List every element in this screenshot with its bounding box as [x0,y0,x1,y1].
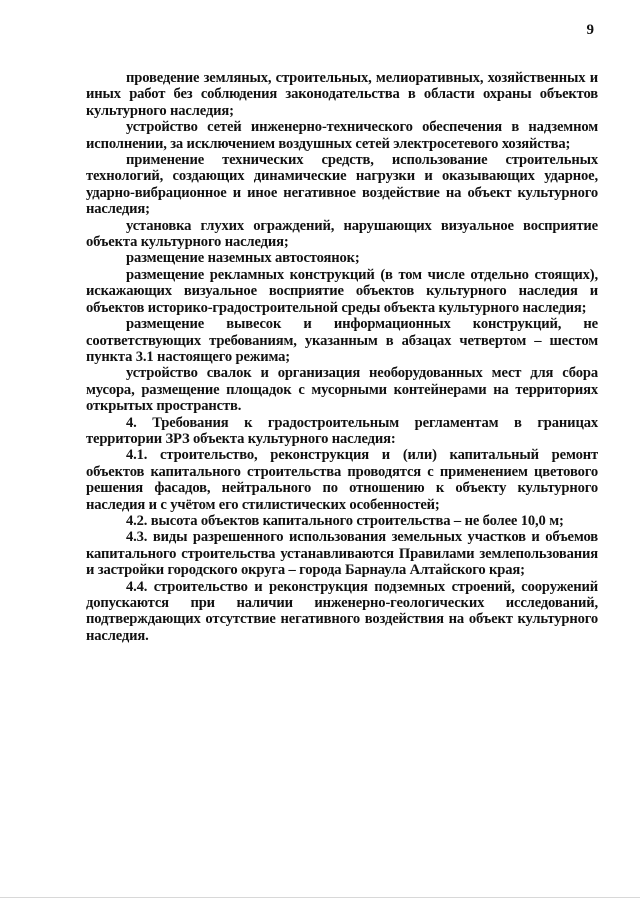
paragraph-signboards: размещение вывесок и информационных конструкций, не соответствующих требованиям, указанным в абзацах четвертом – шестом пункта 3.1 настоящего режима; [86,316,598,365]
paragraph-advertising: размещение рекламных конструкций (в том числе отдельно стоящих), искажающих визуальное восприятие объектов культурного наследия и объектов историко-градостроительной среды объекта культурного наследия; [86,266,598,316]
document-body [86,70,598,644]
paragraph-earthworks: проведение земляных, строительных, мелиоративных, хозяйственных и иных работ без соблюдения законодательства в области охраны объектов культурного наследия; [86,70,598,119]
clause-4-2: 4.2. высота объектов капитального строительства – не более 10,0 м; [126,512,564,529]
paragraph-solid-fences: установка глухих ограждений, нарушающих визуальное восприятие объекта культурного наследия; [86,217,598,251]
clause-4-4: 4.4. строительство и реконструкция подземных строений, сооружений допускаются при наличии инженерно-геологических исследований, подтверждающих отсутствие негативного воздействия на объект культурного наследия. [86,578,598,644]
clause-4-3: 4.3. виды разрешенного использования земельных участков и объемов капитального строительства устанавливаются Правилами землепользования и застройки городского округа – города Барнаула Алтайского края; [86,529,598,579]
paragraph-technical-means: применение технических средств, использование строительных технологий, создающих динамические нагрузки и оказывающих ударное, ударно-вибрационное и иное негативное воздействие на объект культурного наследия; [86,152,598,218]
paragraph-dumps: устройство свалок и организация необорудованных мест для сбора мусора, размещение площадок с мусорными контейнерами на территориях открытых пространств. [86,365,598,415]
paragraph-parking: размещение наземных автостоянок; [126,250,360,267]
page-number: 9 [586,22,594,38]
paragraph-overhead-networks: устройство сетей инженерно-технического обеспечения в надземном исполнении, за исключением воздушных сетей электросетевого хозяйства; [86,119,598,152]
clause-4-1: 4.1. строительство, реконструкция и (или) капитальный ремонт объектов капитального строительства проводятся с применением цветового решения фасадов, нейтрального по отношению к объекту культурного наследия и с учётом его стилистических особенностей; [86,447,598,513]
page-bottom-edge [0,897,640,898]
section-4-heading: 4. Требования к градостроительным регламентам в границах территории ЗРЗ объекта культурного наследия: [86,414,598,447]
